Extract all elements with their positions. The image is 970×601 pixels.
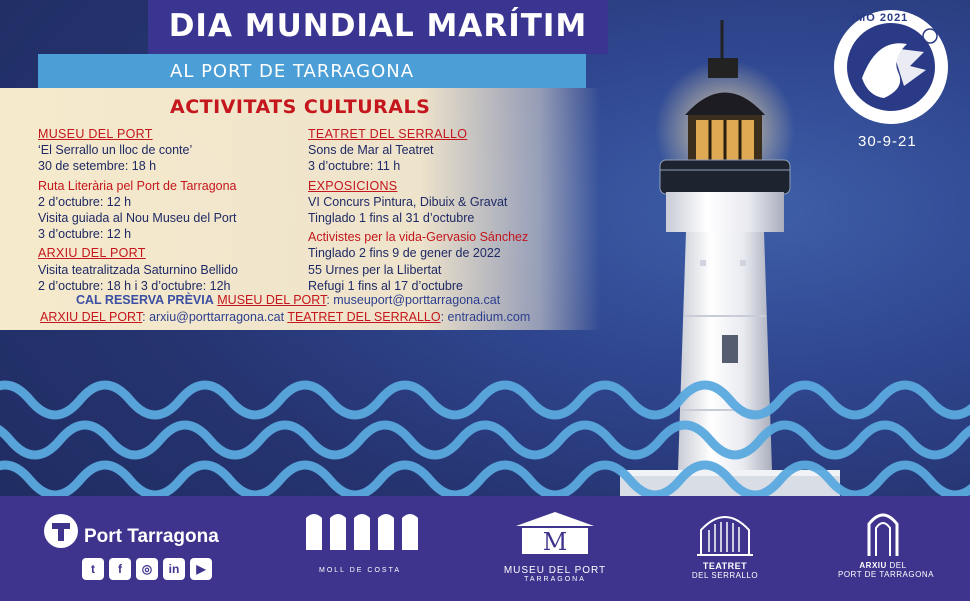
footer-bar xyxy=(0,496,970,601)
brand-name: Port Tarragona xyxy=(84,526,219,547)
activity-line: ‘El Serrallo un lloc de conte’ xyxy=(38,143,193,158)
activities-panel xyxy=(0,88,600,330)
moll-de-costa-label: MOLL DE COSTA xyxy=(318,567,401,574)
activity-line: 3 d’octubre: 11 h xyxy=(308,159,401,174)
title-banner xyxy=(148,0,608,54)
teatret-sub: DEL SERRALLO xyxy=(691,571,759,580)
arxiu-del-label: DEL xyxy=(889,561,907,570)
page-subtitle: AL PORT DE TARRAGONA xyxy=(170,61,415,82)
reservation-label: CAL RESERVA PRÈVIA xyxy=(76,293,214,307)
waves-decoration xyxy=(0,360,970,500)
section-heading: MUSEU DEL PORT xyxy=(38,127,153,141)
activities-heading: ACTIVITATS CULTURALS xyxy=(170,96,431,118)
arxiu-label: ARXIU xyxy=(859,561,887,570)
subtitle-banner xyxy=(38,54,586,88)
section-heading: EXPOSICIONS xyxy=(308,178,398,193)
activity-line: VI Concurs Pintura, Dibuix & Gravat xyxy=(308,194,508,209)
imo-2021-logo xyxy=(832,8,950,126)
museu-del-port-label: MUSEU DEL PORT xyxy=(503,565,607,576)
activity-line: 55 Urnes per la Llibertat xyxy=(308,262,442,277)
section-heading: TEATRET DEL SERRALLO xyxy=(308,127,468,141)
activity-line: Visita guiada al Nou Museu del Port xyxy=(38,211,237,226)
page-title: DIA MUNDIAL MARÍTIM xyxy=(168,8,588,44)
activity-line: 30 de setembre: 18 h xyxy=(38,159,157,174)
arxiu-icon xyxy=(866,510,900,556)
arxiu-del-port-logo[interactable] xyxy=(838,510,934,579)
reservation-line-1 xyxy=(76,292,500,309)
arxiu-contact-label[interactable]: ARXIU DEL PORT xyxy=(40,310,143,324)
activity-line: Tinglado 1 fins al 31 d’octubre xyxy=(308,211,475,226)
arxiu-label-line xyxy=(838,561,928,570)
teatret-contact[interactable]: : entradium.com xyxy=(440,310,531,324)
museu-del-port-sub: TARRAGONA xyxy=(524,576,586,583)
facebook-icon[interactable]: f xyxy=(109,558,131,580)
activities-left-column xyxy=(38,126,308,294)
imo-year-text: IMO 2021 xyxy=(852,12,909,24)
svg-text:M: M xyxy=(542,528,568,554)
moll-de-costa-logo[interactable] xyxy=(300,510,420,574)
museu-del-port-icon xyxy=(514,510,596,554)
youtube-icon[interactable]: ▶ xyxy=(190,558,212,580)
museu-contact[interactable]: : museuport@porttarragona.cat xyxy=(326,293,501,307)
activity-line: Visita teatralitzada Saturnino Bellido xyxy=(38,262,238,277)
twitter-icon[interactable]: t xyxy=(82,558,104,580)
moll-de-costa-icon xyxy=(302,510,418,550)
activity-line: Activistes per la vida-Gervasio Sánchez xyxy=(308,230,529,245)
arxiu-sub: PORT DE TARRAGONA xyxy=(838,570,934,579)
activity-line: Refugi 1 fins al 17 d’octubre xyxy=(308,278,463,293)
activity-line: Tinglado 2 fins 9 de gener de 2022 xyxy=(308,246,501,261)
museu-del-port-logo[interactable] xyxy=(500,510,610,583)
arxiu-contact[interactable]: : arxiu@porttarragona.cat xyxy=(142,310,285,324)
social-links xyxy=(82,558,212,580)
instagram-icon[interactable]: ◎ xyxy=(136,558,158,580)
activity-line: Sons de Mar al Teatret xyxy=(308,143,434,158)
activity-line: Ruta Literària pel Port de Tarragona xyxy=(38,178,237,193)
reservation-line-2 xyxy=(40,309,530,326)
teatret-del-serrallo-logo[interactable] xyxy=(680,510,770,580)
activity-line: 2 d’octubre: 18 h i 3 d’octubre: 12h xyxy=(38,278,231,293)
activity-line: 2 d’octubre: 12 h xyxy=(38,194,132,209)
teatret-label: TEATRET xyxy=(702,561,748,571)
linkedin-icon[interactable]: in xyxy=(163,558,185,580)
museu-contact-label[interactable]: MUSEU DEL PORT xyxy=(217,293,327,307)
event-date: 30-9-21 xyxy=(858,133,917,150)
port-tarragona-logo-icon xyxy=(44,514,78,548)
section-heading: ARXIU DEL PORT xyxy=(38,246,146,261)
teatret-icon xyxy=(697,510,753,556)
teatret-contact-label[interactable]: TEATRET DEL SERRALLO xyxy=(287,310,441,324)
activities-right-column xyxy=(308,126,593,294)
activity-line: 3 d’octubre: 12 h xyxy=(38,227,132,242)
